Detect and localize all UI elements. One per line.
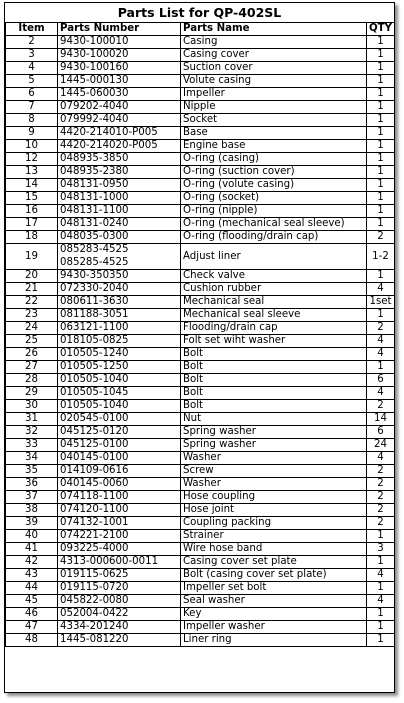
qty-cell: 1 (367, 621, 395, 634)
table-row (6, 296, 395, 309)
item-number-cell: 14 (6, 179, 58, 192)
table-row (6, 491, 395, 504)
table-row (6, 114, 395, 127)
table-row (6, 556, 395, 569)
qty-cell: 1 (367, 127, 395, 140)
parts-number-cell: 9430-100160 (58, 62, 181, 75)
table-row (6, 140, 395, 153)
parts-name-cell: Nipple (181, 101, 367, 114)
parts-name-cell: O-ring (nipple) (181, 205, 367, 218)
parts-name-cell: Spring washer (181, 439, 367, 452)
parts-number-cell: 020545-0100 (58, 413, 181, 426)
qty-cell: 4 (367, 335, 395, 348)
qty-cell: 4 (367, 569, 395, 582)
parts-number-cell: 9430-100010 (58, 36, 181, 49)
item-number-cell: 43 (6, 569, 58, 582)
parts-name-cell: Key (181, 608, 367, 621)
item-number-cell: 34 (6, 452, 58, 465)
item-number-cell: 39 (6, 517, 58, 530)
parts-number-cell: 063121-1100 (58, 322, 181, 335)
table-row (6, 374, 395, 387)
parts-name-cell: Volute casing (181, 75, 367, 88)
parts-number-cell: 019115-0720 (58, 582, 181, 595)
qty-cell: 6 (367, 374, 395, 387)
parts-number-cell: 010505-1045 (58, 387, 181, 400)
parts-name-cell: Nut (181, 413, 367, 426)
item-number-cell: 47 (6, 621, 58, 634)
qty-cell: 4 (367, 452, 395, 465)
parts-number-cell: 048131-0950 (58, 179, 181, 192)
item-number-cell: 13 (6, 166, 58, 179)
table-row (6, 62, 395, 75)
item-number-cell: 30 (6, 400, 58, 413)
parts-number-cell: 018105-0825 (58, 335, 181, 348)
qty-cell: 1 (367, 88, 395, 101)
item-number-cell: 6 (6, 88, 58, 101)
qty-cell: 1 (367, 75, 395, 88)
qty-cell: 1 (367, 634, 395, 647)
parts-number-cell: 010505-1250 (58, 361, 181, 374)
item-number-cell: 38 (6, 504, 58, 517)
table-row (6, 387, 395, 400)
qty-cell: 4 (367, 387, 395, 400)
qty-cell: 24 (367, 439, 395, 452)
parts-list-title: Parts List for QP-402SL (117, 5, 282, 20)
item-number-cell: 45 (6, 595, 58, 608)
table-row (6, 621, 395, 634)
parts-name-cell: Check valve (181, 270, 367, 283)
item-number-cell: 42 (6, 556, 58, 569)
item-number-cell: 12 (6, 153, 58, 166)
qty-cell: 1 (367, 361, 395, 374)
qty-cell: 1 (367, 218, 395, 231)
parts-number-cell: 4420-214020-P005 (58, 140, 181, 153)
header-parts-number: Parts Number (58, 23, 181, 36)
parts-number-cell: 048935-2380 (58, 166, 181, 179)
qty-cell: 2 (367, 504, 395, 517)
parts-number-cell: 052004-0422 (58, 608, 181, 621)
parts-name-cell: O-ring (casing) (181, 153, 367, 166)
item-number-cell: 26 (6, 348, 58, 361)
table-row (6, 335, 395, 348)
item-number-cell: 17 (6, 218, 58, 231)
parts-number-cell: 079992-4040 (58, 114, 181, 127)
parts-name-cell: Casing (181, 36, 367, 49)
qty-cell: 1 (367, 36, 395, 49)
item-number-cell: 28 (6, 374, 58, 387)
qty-cell: 4 (367, 283, 395, 296)
parts-name-cell: Casing cover (181, 49, 367, 62)
table-row (6, 452, 395, 465)
parts-name-cell: Folt set wiht washer (181, 335, 367, 348)
qty-cell: 1 (367, 140, 395, 153)
table-row (6, 179, 395, 192)
table-row (6, 517, 395, 530)
table-row (6, 166, 395, 179)
parts-name-cell: O-ring (mechanical seal sleeve) (181, 218, 367, 231)
parts-name-cell: Hose joint (181, 504, 367, 517)
table-row (6, 582, 395, 595)
table-row (6, 244, 395, 270)
qty-cell: 1 (367, 153, 395, 166)
parts-number-cell: 048035-0300 (58, 231, 181, 244)
parts-number-cell: 9430-100020 (58, 49, 181, 62)
parts-name-cell: Flooding/drain cap (181, 322, 367, 335)
table-row (6, 361, 395, 374)
parts-number-cell: 014109-0616 (58, 465, 181, 478)
qty-cell: 1 (367, 101, 395, 114)
table-row (6, 231, 395, 244)
parts-name-cell: Bolt (181, 361, 367, 374)
item-number-cell: 29 (6, 387, 58, 400)
item-number-cell: 18 (6, 231, 58, 244)
parts-name-cell: Engine base (181, 140, 367, 153)
table-row (6, 400, 395, 413)
table-row (6, 309, 395, 322)
parts-name-cell: O-ring (volute casing) (181, 179, 367, 192)
item-number-cell: 3 (6, 49, 58, 62)
parts-number-cell: 010505-1040 (58, 374, 181, 387)
qty-cell: 1 (367, 530, 395, 543)
qty-cell: 1 (367, 62, 395, 75)
qty-cell: 1-2 (367, 244, 395, 270)
table-row (6, 153, 395, 166)
table-header-row (6, 23, 395, 36)
parts-name-cell: Impeller washer (181, 621, 367, 634)
table-row (6, 283, 395, 296)
parts-number-cell: 010505-1040 (58, 400, 181, 413)
table-row (6, 127, 395, 140)
table-row (6, 322, 395, 335)
parts-name-cell: Impeller (181, 88, 367, 101)
parts-number-cell: 1445-081220 (58, 634, 181, 647)
parts-number-cell: 093225-4000 (58, 543, 181, 556)
parts-name-cell: Strainer (181, 530, 367, 543)
item-number-cell: 33 (6, 439, 58, 452)
qty-cell: 2 (367, 491, 395, 504)
qty-cell: 1 (367, 166, 395, 179)
item-number-cell: 21 (6, 283, 58, 296)
parts-name-cell: Bolt (181, 387, 367, 400)
parts-number-cell: 074120-1100 (58, 504, 181, 517)
header-item: Item (6, 23, 58, 36)
table-row (6, 205, 395, 218)
item-number-cell: 44 (6, 582, 58, 595)
parts-number-cell: 1445-000130 (58, 75, 181, 88)
table-row (6, 88, 395, 101)
parts-number-cell: 9430-350350 (58, 270, 181, 283)
parts-name-cell: Mechanical seal sleeve (181, 309, 367, 322)
qty-cell: 1 (367, 270, 395, 283)
table-row (6, 530, 395, 543)
qty-cell: 6 (367, 426, 395, 439)
parts-name-cell: Cushion rubber (181, 283, 367, 296)
table-row (6, 608, 395, 621)
item-number-cell: 19 (6, 244, 58, 270)
parts-name-cell: Bolt (181, 400, 367, 413)
item-number-cell: 48 (6, 634, 58, 647)
table-row (6, 569, 395, 582)
qty-cell: 1 (367, 309, 395, 322)
item-number-cell: 46 (6, 608, 58, 621)
parts-name-cell: Bolt (casing cover set plate) (181, 569, 367, 582)
item-number-cell: 35 (6, 465, 58, 478)
parts-number-cell: 045125-0120 (58, 426, 181, 439)
parts-table-body (6, 36, 395, 647)
parts-number-cell: 1445-060030 (58, 88, 181, 101)
parts-name-cell: Spring washer (181, 426, 367, 439)
item-number-cell: 16 (6, 205, 58, 218)
item-number-cell: 41 (6, 543, 58, 556)
parts-name-cell: Washer (181, 452, 367, 465)
table-row (6, 413, 395, 426)
qty-cell: 14 (367, 413, 395, 426)
parts-number-cell: 4334-201240 (58, 621, 181, 634)
item-number-cell: 27 (6, 361, 58, 374)
parts-name-cell: Adjust liner (181, 244, 367, 270)
parts-number-cell: 4420-214010-P005 (58, 127, 181, 140)
qty-cell: 2 (367, 517, 395, 530)
parts-name-cell: Suction cover (181, 62, 367, 75)
table-row (6, 270, 395, 283)
item-number-cell: 2 (6, 36, 58, 49)
parts-number-line: 085283-4525 (60, 244, 129, 255)
qty-cell: 1 (367, 192, 395, 205)
header-qty: QTY (367, 23, 395, 36)
qty-cell: 2 (367, 400, 395, 413)
table-row (6, 75, 395, 88)
parts-name-cell: Coupling packing (181, 517, 367, 530)
parts-number-cell: 080611-3630 (58, 296, 181, 309)
item-number-cell: 24 (6, 322, 58, 335)
parts-name-cell: Bolt (181, 348, 367, 361)
table-row (6, 192, 395, 205)
qty-cell: 1 (367, 556, 395, 569)
item-number-cell: 23 (6, 309, 58, 322)
qty-cell: 1 (367, 205, 395, 218)
item-number-cell: 31 (6, 413, 58, 426)
parts-number-cell: 074132-1001 (58, 517, 181, 530)
parts-name-cell: Casing cover set plate (181, 556, 367, 569)
parts-name-cell: Mechanical seal (181, 296, 367, 309)
parts-name-cell: Hose coupling (181, 491, 367, 504)
parts-number-cell: 074118-1100 (58, 491, 181, 504)
qty-cell: 3 (367, 543, 395, 556)
parts-number-cell: 4313-000600-0011 (58, 556, 181, 569)
parts-name-cell: Liner ring (181, 634, 367, 647)
parts-name-cell: Socket (181, 114, 367, 127)
table-row (6, 543, 395, 556)
table-row (6, 49, 395, 62)
parts-number-cell: 045822-0080 (58, 595, 181, 608)
parts-number-cell (58, 244, 181, 270)
item-number-cell: 20 (6, 270, 58, 283)
item-number-cell: 40 (6, 530, 58, 543)
qty-cell: 1 (367, 582, 395, 595)
parts-list-panel (4, 2, 395, 693)
qty-cell: 1 (367, 179, 395, 192)
parts-name-cell: O-ring (socket) (181, 192, 367, 205)
item-number-cell: 32 (6, 426, 58, 439)
item-number-cell: 37 (6, 491, 58, 504)
parts-number-cell: 048131-1000 (58, 192, 181, 205)
qty-cell: 2 (367, 322, 395, 335)
table-row (6, 634, 395, 647)
item-number-cell: 36 (6, 478, 58, 491)
parts-table (5, 22, 395, 647)
qty-cell: 1 (367, 49, 395, 62)
qty-cell: 1 (367, 114, 395, 127)
parts-name-cell: Impeller set bolt (181, 582, 367, 595)
parts-name-cell: Screw (181, 465, 367, 478)
item-number-cell: 25 (6, 335, 58, 348)
table-row (6, 101, 395, 114)
parts-number-cell: 040145-0060 (58, 478, 181, 491)
parts-name-cell: Base (181, 127, 367, 140)
parts-number-cell: 081188-3051 (58, 309, 181, 322)
qty-cell: 4 (367, 595, 395, 608)
table-row (6, 439, 395, 452)
qty-cell: 4 (367, 348, 395, 361)
item-number-cell: 9 (6, 127, 58, 140)
parts-name-cell: Seal washer (181, 595, 367, 608)
qty-cell: 2 (367, 231, 395, 244)
table-row (6, 36, 395, 49)
parts-name-cell: Bolt (181, 374, 367, 387)
table-row (6, 478, 395, 491)
parts-number-cell: 019115-0625 (58, 569, 181, 582)
item-number-cell: 8 (6, 114, 58, 127)
parts-number-cell: 045125-0100 (58, 439, 181, 452)
parts-number-cell: 048131-0240 (58, 218, 181, 231)
parts-name-cell: O-ring (suction cover) (181, 166, 367, 179)
parts-number-cell: 072330-2040 (58, 283, 181, 296)
parts-number-cell: 010505-1240 (58, 348, 181, 361)
parts-number-cell: 074221-2100 (58, 530, 181, 543)
parts-number-line: 085285-4525 (60, 256, 129, 268)
parts-name-cell: Wire hose band (181, 543, 367, 556)
parts-number-cell: 048935-3850 (58, 153, 181, 166)
table-row (6, 465, 395, 478)
table-row (6, 426, 395, 439)
item-number-cell: 4 (6, 62, 58, 75)
parts-name-cell: O-ring (flooding/drain cap) (181, 231, 367, 244)
qty-cell: 1set (367, 296, 395, 309)
table-row (6, 218, 395, 231)
table-row (6, 504, 395, 517)
item-number-cell: 7 (6, 101, 58, 114)
item-number-cell: 5 (6, 75, 58, 88)
qty-cell: 1 (367, 608, 395, 621)
qty-cell: 2 (367, 465, 395, 478)
parts-number-cell: 040145-0100 (58, 452, 181, 465)
header-parts-name: Parts Name (181, 23, 367, 36)
table-row (6, 595, 395, 608)
item-number-cell: 15 (6, 192, 58, 205)
qty-cell: 2 (367, 478, 395, 491)
parts-number-cell: 048131-1100 (58, 205, 181, 218)
item-number-cell: 22 (6, 296, 58, 309)
table-row (6, 348, 395, 361)
parts-number-cell: 079202-4040 (58, 101, 181, 114)
parts-name-cell: Washer (181, 478, 367, 491)
item-number-cell: 10 (6, 140, 58, 153)
